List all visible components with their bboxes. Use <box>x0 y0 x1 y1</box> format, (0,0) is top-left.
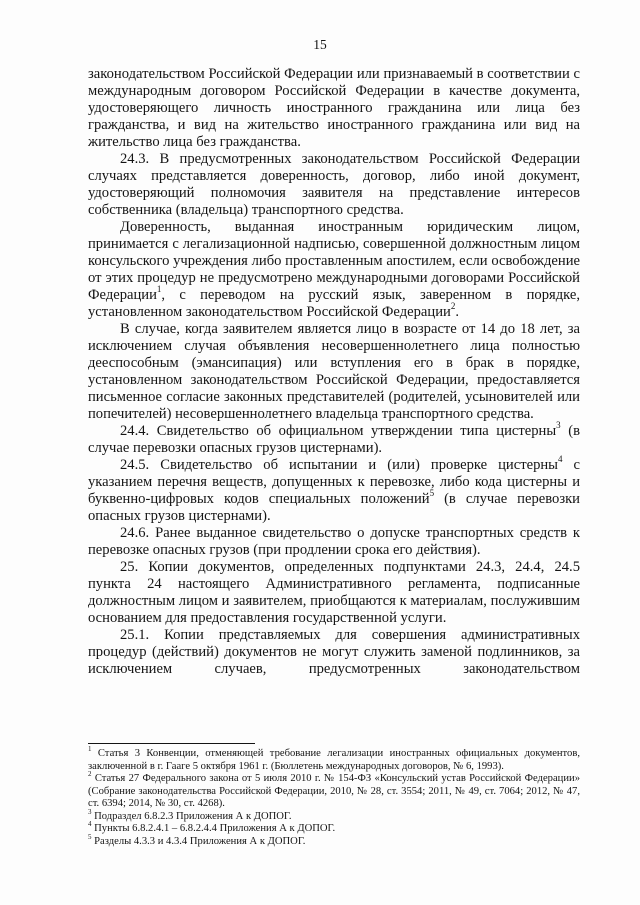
paragraph-text: , с переводом на русский язык, заверенном в порядке, установленном законодательством Российской Федерации <box>88 287 580 320</box>
body-text <box>88 66 580 678</box>
footnote-ref-3[interactable]: 3 <box>556 420 561 431</box>
footnote-text: Статья 3 Конвенции, отменяющей требование легализации иностранных официальных документов, заключенной в г. Гааге 5 октября 1961 г. (Бюллетень международных договоров, № 6, 1993). <box>88 748 580 772</box>
footnote-mark: 4 <box>88 820 92 829</box>
paragraph-text: 24.5. Свидетельство об испытании и (или) проверке цистерны <box>120 457 558 473</box>
paragraph-24-5 <box>88 454 580 525</box>
footnote-text: Подраздел 6.8.2.3 Приложения А к ДОПОГ. <box>91 810 292 822</box>
paragraph-minor-applicant: В случае, когда заявителем является лицо в возрасте от 14 до 18 лет, за исключением случая объявления несовершеннолетнего лица полностью дееспособным (эмансипация) или вступления его в брак в порядке, установленном законодательством Российской Федерации, предоставляется письменное согласие законных представителей (родителей, усыновителей или попечителей) несовершеннолетнего владельца транспортного средства. <box>88 321 580 422</box>
footnote-3 <box>88 807 580 824</box>
footnote-ref-2[interactable]: 2 <box>450 301 456 312</box>
paragraph-text: (в случае перевозки опасных грузов цистернами). <box>88 423 580 456</box>
footnote-text: Пункты 6.8.2.4.1 – 6.8.2.4.4 Приложения А к ДОПОГ. <box>91 823 336 834</box>
footnote-4 <box>88 820 580 836</box>
footnote-ref-4[interactable]: 4 <box>557 454 563 465</box>
paragraph-text: (в случае перевозки опасных грузов цистернами). <box>88 491 580 524</box>
paragraph-text: . <box>455 304 459 320</box>
paragraph-text: Доверенность, выданная иностранным юридическим лицом, принимается с легализационной надписью, совершенной должностным лицом консульского учреждения либо проставленным апостилем, если освобождение от этих процедур не предусмотрено международными договорами Российской Федерации <box>88 219 580 303</box>
footnote-ref-5[interactable]: 5 <box>429 488 435 499</box>
paragraph-24-3: 24.3. В предусмотренных законодательством Российской Федерации случаях представляется доверенность, договор, либо иной документ, удостоверяющий полномочия заявителя на представление интересов собственника (владельца) транспортного средства. <box>88 151 580 218</box>
footnote-text: Статья 27 Федерального закона от 5 июля 2010 г. № 154-ФЗ «Консульский устав Российской Федерации» (Собрание законодательства Российской Федерации, 2010, № 28, ст. 3554; 2011, № 49, ст. 7064; 2012, № 47, ст. 6394; 2014, № 30, ст. 4268). <box>88 773 580 809</box>
page-number: 15 <box>313 37 327 52</box>
footnote-mark: 1 <box>88 745 92 754</box>
footnote-text: Разделы 4.3.3 и 4.3.4 Приложения А к ДОПОГ. <box>91 835 306 847</box>
footnote-mark: 5 <box>88 832 92 841</box>
paragraph-24-4 <box>88 420 580 457</box>
footnote-divider <box>88 743 255 744</box>
paragraph-continuation: законодательством Российской Федерации или признаваемый в соответствии с международным договором Российской Федерации в качестве документа, удостоверяющего личность иностранного гражданина или лица без гражданства, и вид на жительство иностранного гражданина или вид на жительство лица без гражданства. <box>88 66 580 150</box>
footnotes <box>88 745 580 848</box>
paragraph-power-of-attorney <box>88 219 580 321</box>
paragraph-25-1: 25.1. Копии представляемых для совершения административных процедур (действий) документов не могут служить заменой подлинников, за исключением случаев, предусмотренных законодательством <box>88 627 580 677</box>
footnote-mark: 3 <box>88 807 92 816</box>
footnote-1 <box>88 745 580 773</box>
footnote-mark: 2 <box>88 770 92 779</box>
footnote-2 <box>88 770 580 811</box>
paragraph-text: 24.4. Свидетельство об официальном утверждении типа цистерны <box>120 423 557 439</box>
paragraph-25: 25. Копии документов, определенных подпунктами 24.3, 24.4, 24.5 пункта 24 настоящего Административного регламента, подписанные должностным лицом и заявителем, приобщаются к материалам, послужившим основанием для предоставления государственной услуги. <box>88 559 580 626</box>
paragraph-text: с указанием перечня веществ, допущенных к перевозке, либо кода цистерны и буквенно-цифровых кодов специальных положений <box>88 457 580 507</box>
paragraph-24-6: 24.6. Ранее выданное свидетельство о допуске транспортных средств к перевозке опасных грузов (при продлении срока его действия). <box>88 525 580 558</box>
footnote-ref-1[interactable]: 1 <box>156 284 162 295</box>
footnote-5 <box>88 832 580 849</box>
